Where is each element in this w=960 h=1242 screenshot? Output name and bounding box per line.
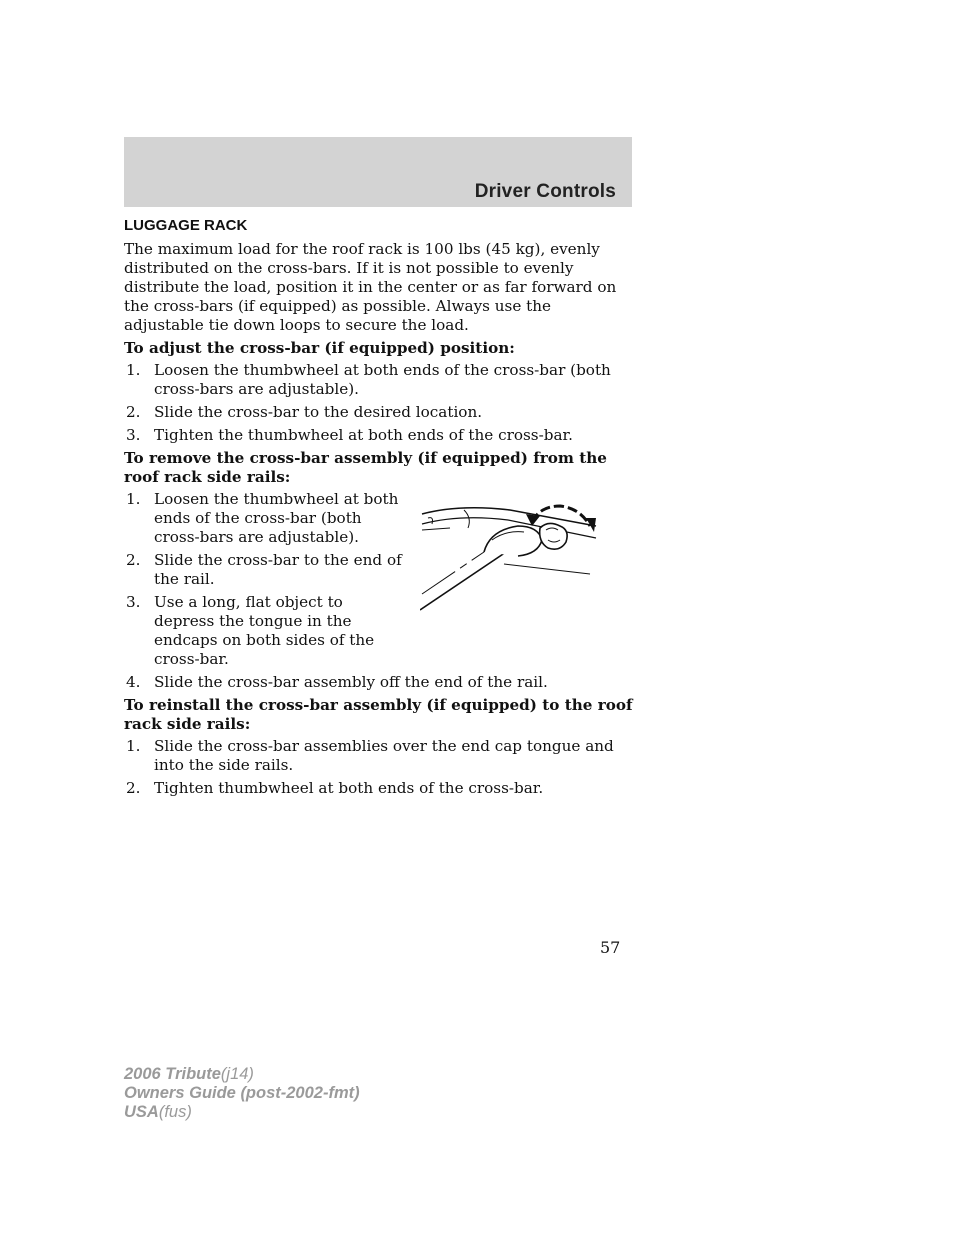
- list-item: 2. Tighten thumbwheel at both ends of the cross-bar.: [126, 779, 544, 797]
- page-content: [124, 216, 634, 802]
- remove-steps-with-figure: [124, 490, 634, 669]
- list-item: 1. Loosen the thumbwheel at both ends of the cross-bar (both cross-bars are adjustable).: [126, 490, 399, 546]
- list-item: 1. Slide the cross-bar assemblies over the end cap tongue and into the side rails.: [126, 737, 614, 774]
- adjust-steps: [124, 361, 634, 445]
- list-item: 3. Tighten the thumbwheel at both ends of the cross-bar.: [126, 426, 573, 444]
- footer-line-1: 2006 Tribute(j14): [124, 1065, 254, 1083]
- page-number: 57: [600, 938, 621, 957]
- list-item: 2. Slide the cross-bar to the desired location.: [126, 403, 483, 421]
- list-item: 4. Slide the cross-bar assembly off the end of the rail.: [126, 673, 548, 691]
- list-item: 2. Slide the cross-bar to the end of the rail.: [126, 551, 402, 588]
- adjust-heading: To adjust the cross-bar (if equipped) position:: [124, 339, 515, 357]
- section-title: LUGGAGE RACK: [124, 217, 248, 234]
- remove-steps-continued: [124, 673, 634, 692]
- cross-bar-thumbwheel-illustration: [420, 500, 600, 612]
- list-item: 1. Loosen the thumbwheel at both ends of the cross-bar (both cross-bars are adjustable).: [126, 361, 611, 398]
- reinstall-heading: To reinstall the cross-bar assembly (if equipped) to the roof rack side rails:: [124, 696, 633, 733]
- section-header-title: Driver Controls: [474, 181, 616, 202]
- footer-line-3: USA(fus): [124, 1103, 192, 1121]
- header-band: [124, 137, 632, 207]
- intro-paragraph: The maximum load for the roof rack is 100 lbs (45 kg), evenly distributed on the cross-bars. If it is not possible to evenly distribute the load, position it in the center or as far forward on the cross-bars (if equipped) as possible. Always use the adjustable tie down loops to secure the load.: [124, 240, 617, 334]
- list-item: 3. Use a long, flat object to depress the tongue in the endcaps on both sides of the cross-bar.: [126, 593, 375, 668]
- remove-heading: To remove the cross-bar assembly (if equipped) from the roof rack side rails:: [124, 449, 607, 486]
- footer-line-2: Owners Guide (post-2002-fmt): [124, 1084, 360, 1102]
- footer-print-info: [124, 1065, 360, 1122]
- reinstall-steps: [124, 737, 634, 798]
